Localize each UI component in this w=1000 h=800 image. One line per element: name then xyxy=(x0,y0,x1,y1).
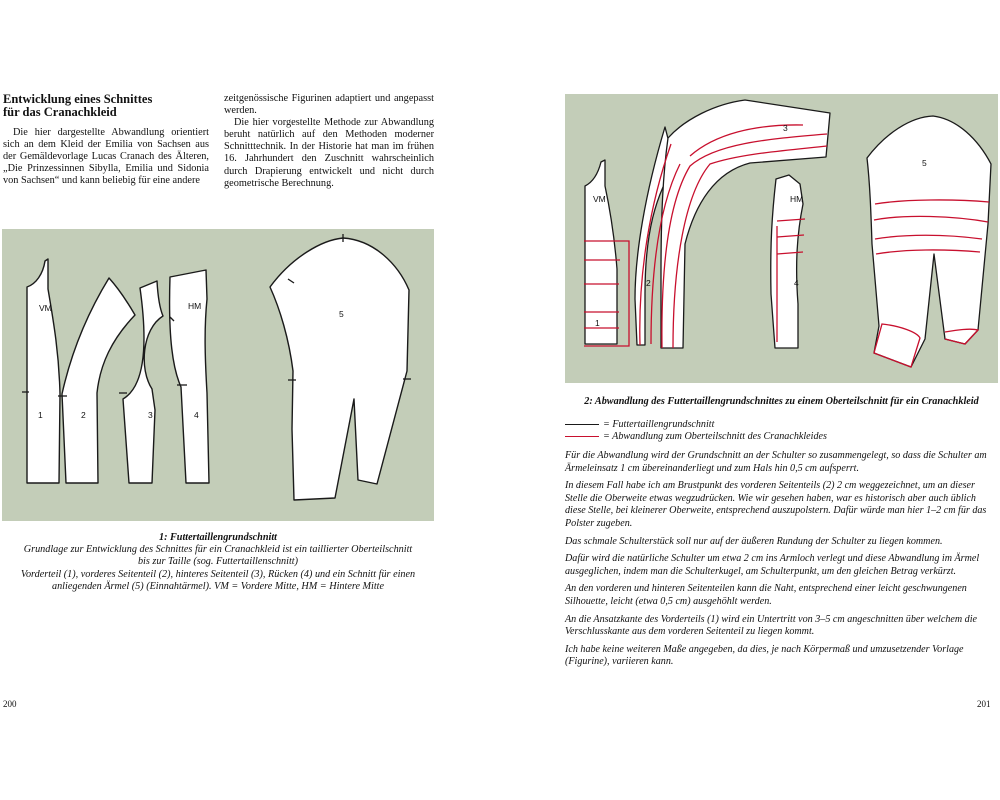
fig1-label-hm: HM xyxy=(188,301,202,311)
legend-item-modified xyxy=(565,430,998,442)
fig2-label-2: 2 xyxy=(646,278,651,288)
left-column-1 xyxy=(3,127,209,187)
figure-2-modified-pattern xyxy=(565,94,998,383)
fig2-label-hm: HM xyxy=(790,194,804,204)
fig1-label-vm: VM xyxy=(39,303,52,313)
legend xyxy=(565,418,998,442)
fig2-label-4: 4 xyxy=(794,278,799,288)
heading-line-2: für das Cranachkleid xyxy=(3,105,117,119)
fig1-label-4: 4 xyxy=(194,410,199,420)
fig1-caption-line: Grundlage zur Entwicklung des Schnittes für ein Cranachkleid ist ein taillierter Oberteilschnitt xyxy=(23,544,413,556)
fig1-caption-title: 1: Futtertaillengrundschnitt xyxy=(158,532,278,543)
figure-1-caption xyxy=(2,532,434,593)
heading-line-1: Entwicklung eines Schnittes xyxy=(3,92,153,106)
pattern-piece-front-side xyxy=(62,278,135,483)
fig1-label-5: 5 xyxy=(339,309,344,319)
fig1-label-2: 2 xyxy=(81,410,86,420)
right-body-text xyxy=(565,450,998,674)
fig1-caption-line: anliegenden Ärmel (5) (Einnahtärmel). VM = Vordere Mitte, HM = Hintere Mitte xyxy=(51,580,385,592)
fig2-piece-sleeve-arc xyxy=(661,100,830,348)
body-paragraph: Ich habe keine weiteren Maße angegeben, da dies, je nach Körpermaß und umzusetzender Vorlage (Figurine), variieren kann. xyxy=(565,643,964,668)
fig2-label-3: 3 xyxy=(783,123,788,133)
legend-label-modified: = Abwandlung zum Oberteilschnitt des Cranachkleides xyxy=(603,430,827,442)
body-paragraph: An die Ansatzkante des Vorderteils (1) wird ein Untertritt von 3–5 cm angeschnitten über welchem die Verschlusskante aus dem vorderen Seitenteil zu liegen kommt. xyxy=(565,613,977,638)
col2-paragraph-1: zeitgenössische Figurinen adaptiert und angepasst werden. xyxy=(224,93,434,117)
figure-2-caption xyxy=(565,396,998,408)
left-column-2 xyxy=(224,93,434,190)
pattern-piece-sleeve xyxy=(270,238,409,500)
body-paragraph: An den vorderen und hinteren Seitenteilen kann die Naht, entsprechend einer leicht geschwungenen Silhouette, leicht (etwa 0,5 cm) ausgehöhlt werden. xyxy=(565,583,967,607)
figure-2-drawing xyxy=(565,94,998,383)
legend-swatch-black xyxy=(565,424,599,425)
fig2-label-vm: VM xyxy=(593,194,606,204)
fig1-caption-line: bis zur Taille (sog. Futtertaillenschnitt) xyxy=(137,556,299,568)
fig1-label-1: 1 xyxy=(38,410,43,420)
legend-item-base xyxy=(565,418,998,430)
fig2-caption-title: 2: Abwandlung des Futtertaillengrundschnittes zu einem Oberteilschnitt für ein Cranachkleid xyxy=(584,396,979,407)
col2-paragraph-2: Die hier vorgestellte Methode zur Abwandlung beruht natürlich auf den Methoden moderner Schnitttechnik. In der Historie hat man im frühen 16. Jahrhundert den Zuschnitt wahrscheinlich durch Drapierung entwickelt und nicht durch geometrische Berechnung. xyxy=(224,117,434,189)
fig2-label-5: 5 xyxy=(922,158,927,168)
page-number-right: 201 xyxy=(977,699,991,709)
page-number-left: 200 xyxy=(3,699,17,709)
body-paragraph: Das schmale Schulterstück soll nur auf der äußeren Rundung der Schulter zu liegen kommen. xyxy=(565,535,943,547)
fig1-caption-line: Vorderteil (1), vorderes Seitenteil (2), hinteres Seitenteil (3), Rücken (4) und ein Schnitt für einen xyxy=(20,568,416,580)
legend-swatch-red xyxy=(565,436,599,437)
figure-1-base-pattern xyxy=(2,229,434,521)
body-paragraph: Für die Abwandlung wird der Grundschnitt an der Schulter so zusammengelegt, so dass die Schulter am Ärmeleinsatz 1 cm übereinanderliegt und zum Hals hin 0,5 cm aufsperrt. xyxy=(565,450,987,474)
legend-label-base: = Futtertaillengrundschnitt xyxy=(603,418,715,430)
pattern-piece-front xyxy=(27,259,60,483)
fig2-label-1: 1 xyxy=(595,318,600,328)
fig2-piece-front xyxy=(585,160,617,344)
col1-paragraph: Die hier dargestellte Abwandlung orientiert sich an dem Kleid der Emilia von Sachsen aus der Gemäldevorlage Lucas Cranach des Älteren, „Die Prinzessinnen Sibylla, Emilia und Sidonia von Sachsen“ und kann beliebig für eine andere xyxy=(3,127,209,187)
body-paragraph: In diesem Fall habe ich am Brustpunkt des vorderen Seitenteils (2) 2 cm weggezeichnet, um an dieser Stelle die Oberweite etwas wegzudrücken. Wie wir gesehen haben, war es historisch aber auch üblich diese Stelle, bei kleinerer Oberweite, entsprechend auszupolstern. Dafür würde man hier 1–2 cm für das Polster zugeben. xyxy=(565,480,987,529)
figure-1-drawing xyxy=(2,229,434,521)
fig1-label-3: 3 xyxy=(148,410,153,420)
left-heading xyxy=(3,93,213,119)
body-paragraph: Dafür wird die natürliche Schulter um etwa 2 cm ins Armloch verlegt und diese Abwandlung im Ärmel ausgeglichen, indem man die Schulterkugel, am Schulterpunkt, um den gleichen Betrag verkürzt. xyxy=(565,553,980,577)
